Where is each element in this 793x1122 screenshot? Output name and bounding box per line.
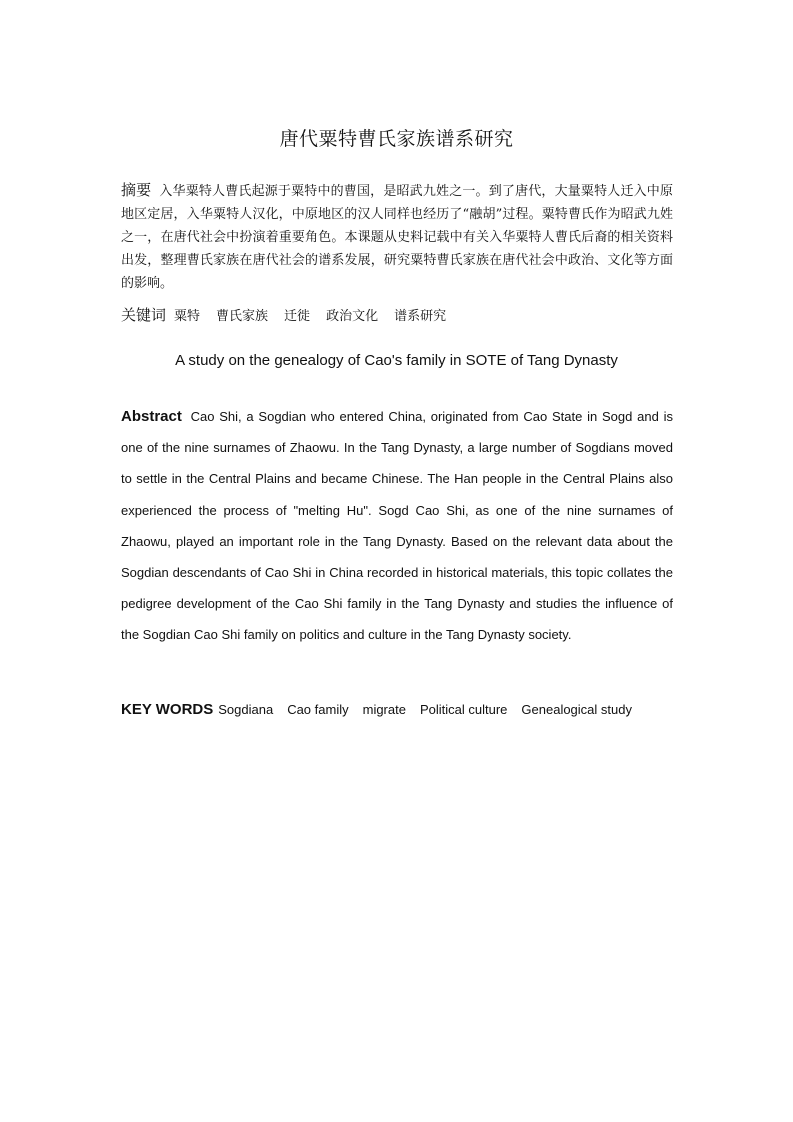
chinese-title: 唐代粟特曹氏家族谱系研究: [279, 128, 514, 150]
english-keywords-label: KEY WORDS: [121, 701, 214, 718]
english-keyword: Sogdiana: [218, 702, 274, 717]
chinese-keywords: [121, 304, 673, 328]
english-keywords: [121, 699, 701, 721]
chinese-keyword: 曹氏家族: [216, 309, 269, 324]
chinese-keyword: 粟特: [174, 309, 201, 324]
chinese-keywords-label: 关键词: [121, 306, 167, 324]
english-abstract-label: Abstract: [121, 408, 182, 425]
english-keyword: Cao family: [287, 702, 349, 717]
chinese-keyword: 迁徙: [284, 309, 311, 324]
english-keyword: Political culture: [419, 702, 508, 717]
english-abstract-text: Cao Shi, a Sogdian who entered China, originated from Cao State in Sogd and is one of the nine surnames of Zhaowu. In the Tang Dynasty, a large number of Sogdians moved to settle in the Central Plains and became Chinese. The Han people in the Central Plains also experienced the process of "melting Hu". Sogd Cao Shi, as one of the nine surnames of Zhaowu, played an important role in the Tang Dynasty. Based on the relevant data about the Sogdian descendants of Cao Shi in China recorded in historical materials, this topic collates the pedigree development of the Cao Shi family in the Tang Dynasty and studies the influence of the Sogdian Cao Shi family on politics and culture in the Tang Dynasty society.: [121, 409, 673, 643]
chinese-abstract-text: 入华粟特人曹氏起源于粟特中的曹国，是昭武九姓之一。到了唐代，大量粟特人迁入中原地区定居，入华粟特人汉化，中原地区的汉人同样也经历了“融胡”过程。粟特曹氏作为昭武九姓之一，在唐代社会中扮演着重要角色。本课题从史料记载中有关入华粟特人曹氏后裔的相关资料出发，整理曹氏家族在唐代社会的谱系发展，研究粟特曹氏家族在唐代社会中政治、文化等方面的影响。: [121, 184, 673, 291]
english-title: A study on the genealogy of Cao's family in SOTE of Tang Dynasty: [175, 352, 618, 369]
english-abstract: [121, 401, 673, 651]
chinese-abstract: [121, 179, 673, 295]
chinese-keyword: 政治文化: [326, 309, 379, 324]
chinese-keyword: 谱系研究: [394, 309, 447, 324]
english-keyword: migrate: [362, 702, 406, 717]
chinese-abstract-label: 摘要: [121, 181, 152, 199]
english-keyword: Genealogical study: [521, 702, 632, 717]
